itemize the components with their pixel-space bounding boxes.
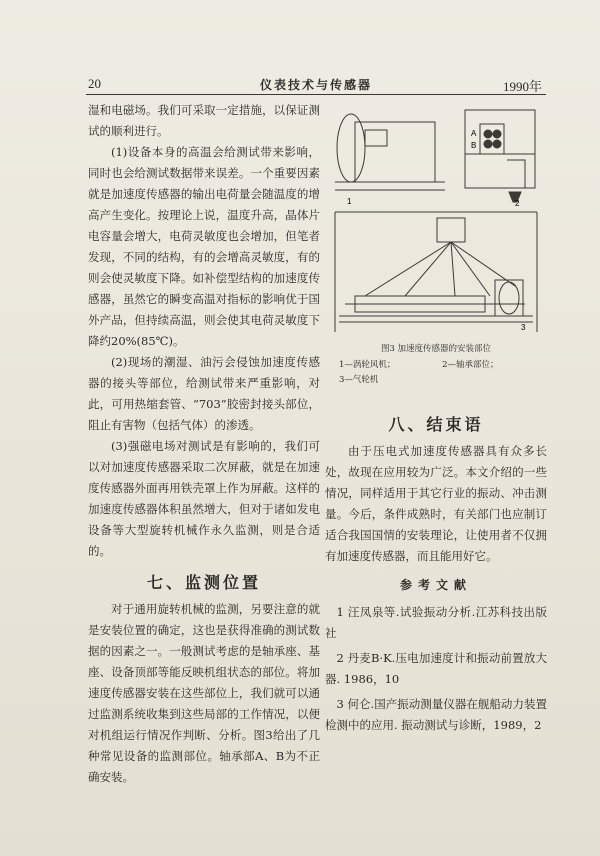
figure-3 (325, 100, 547, 404)
legend-item-3: 3—气轮机 (339, 375, 379, 385)
sensor-box-shape (437, 218, 465, 242)
installation-diagram (325, 100, 547, 340)
left-paragraph-1: 湿和电磁场。我们可采取一定措施，以保证测试的顺利进行。 (88, 103, 320, 138)
label-2: 2 (515, 199, 520, 208)
references-list (325, 602, 547, 736)
left-paragraph-4: (3)强磁电场对测试是有影响的，我们可以对加速度传感器采取二次屏蔽，就是在加速度传感器外面再用铁壳罩上作为屏蔽。这样的加速度传感器体积虽然增大，但对于诸如发电设备等大型旋转机械作永久监测，则是合适的。 (88, 439, 320, 558)
label-a: A (471, 129, 477, 138)
section-8-heading: 八、结束语 (388, 415, 484, 434)
page-header (86, 70, 546, 95)
left-paragraph-5: 对于通用旋转机械的监测，另要注意的就是安装位置的确定，这也是获得准确的测试数据的因素之一。一般测试考虑的是轴承座、基座、设备顶部等能反映机组状态的部位。将加速度传感器安装在这些部位上，我们就可以通过监测系统收集到这些局部的工作情况，以便对机组运行情况作判断、分析。图3给出了几种常见设备的监测部位。轴承部A、B为不正确安装。 (88, 602, 320, 784)
label-3: 3 (521, 323, 526, 332)
legend-item-2: 2—轴承部位； (442, 360, 499, 370)
figure-caption: 图3 加速度传感器的安装部位 (380, 344, 492, 354)
reference-3: 3 何仑.国产振动测量仪器在舰船动力装置检测中的应用. 振动测试与诊断，1989，2 (325, 697, 547, 732)
section-7-heading: 七、监测位置 (146, 573, 261, 592)
references-heading: 参考文献 (399, 578, 472, 592)
left-paragraph-3: (2)现场的潮湿、油污会侵蚀加速度传感器的接头等部位，给测试带来严重影响，对此，可用热缩套管、“703”胶密封接头部位，阻止有害物（包括气体）的渗透。 (88, 355, 320, 432)
left-column (88, 100, 320, 788)
reference-1: 1 汪凤泉等.试验振动分析.江苏科技出版社 (325, 605, 547, 640)
fan-housing-shape (337, 114, 365, 182)
fan-body-shape (355, 122, 435, 182)
journal-year: 1990年 (502, 79, 542, 94)
legend-item-1: 1—涡轮风机； (339, 360, 396, 370)
page-number: 20 (88, 76, 101, 91)
label-b: B (471, 141, 477, 150)
right-column (325, 100, 547, 740)
reference-2: 2 丹麦B·K.压电加速度计和振动前置放大器. 1986，10 (325, 651, 547, 686)
journal-title: 仪表技术与传感器 (259, 78, 372, 92)
label-1: 1 (347, 197, 352, 206)
figure-legend (339, 358, 547, 388)
left-paragraph-2: (1)设备本身的高温会给测试带来影响，同时也会给测试数据带来误差。一个重要因素就是加速度传感器的输出电荷量会随温度的增高产生变化。按理论上说，温度升高，晶体片电容量会增大，电荷灵敏度也会增加，但笔者发现，不同的结构，有的会增高灵敏度，有的则会使灵敏度下降。如补偿型结构的加速度传感器，虽然它的瞬变高温对指标的影响优于国外产品，但持续高温，则会使其电荷灵敏度下降约20%(85℃)。 (88, 145, 320, 348)
conclusion-paragraph: 由于压电式加速度传感器具有众多长处，故现在应用较为广泛。本文介绍的一些情况，同样适用于其它行业的振动、冲击测量。今后，条件成熟时，有关部门也应制订适合我国国情的安装理论，让使用者不仅拥有加速度传感器，而且能用好它。 (325, 444, 547, 563)
